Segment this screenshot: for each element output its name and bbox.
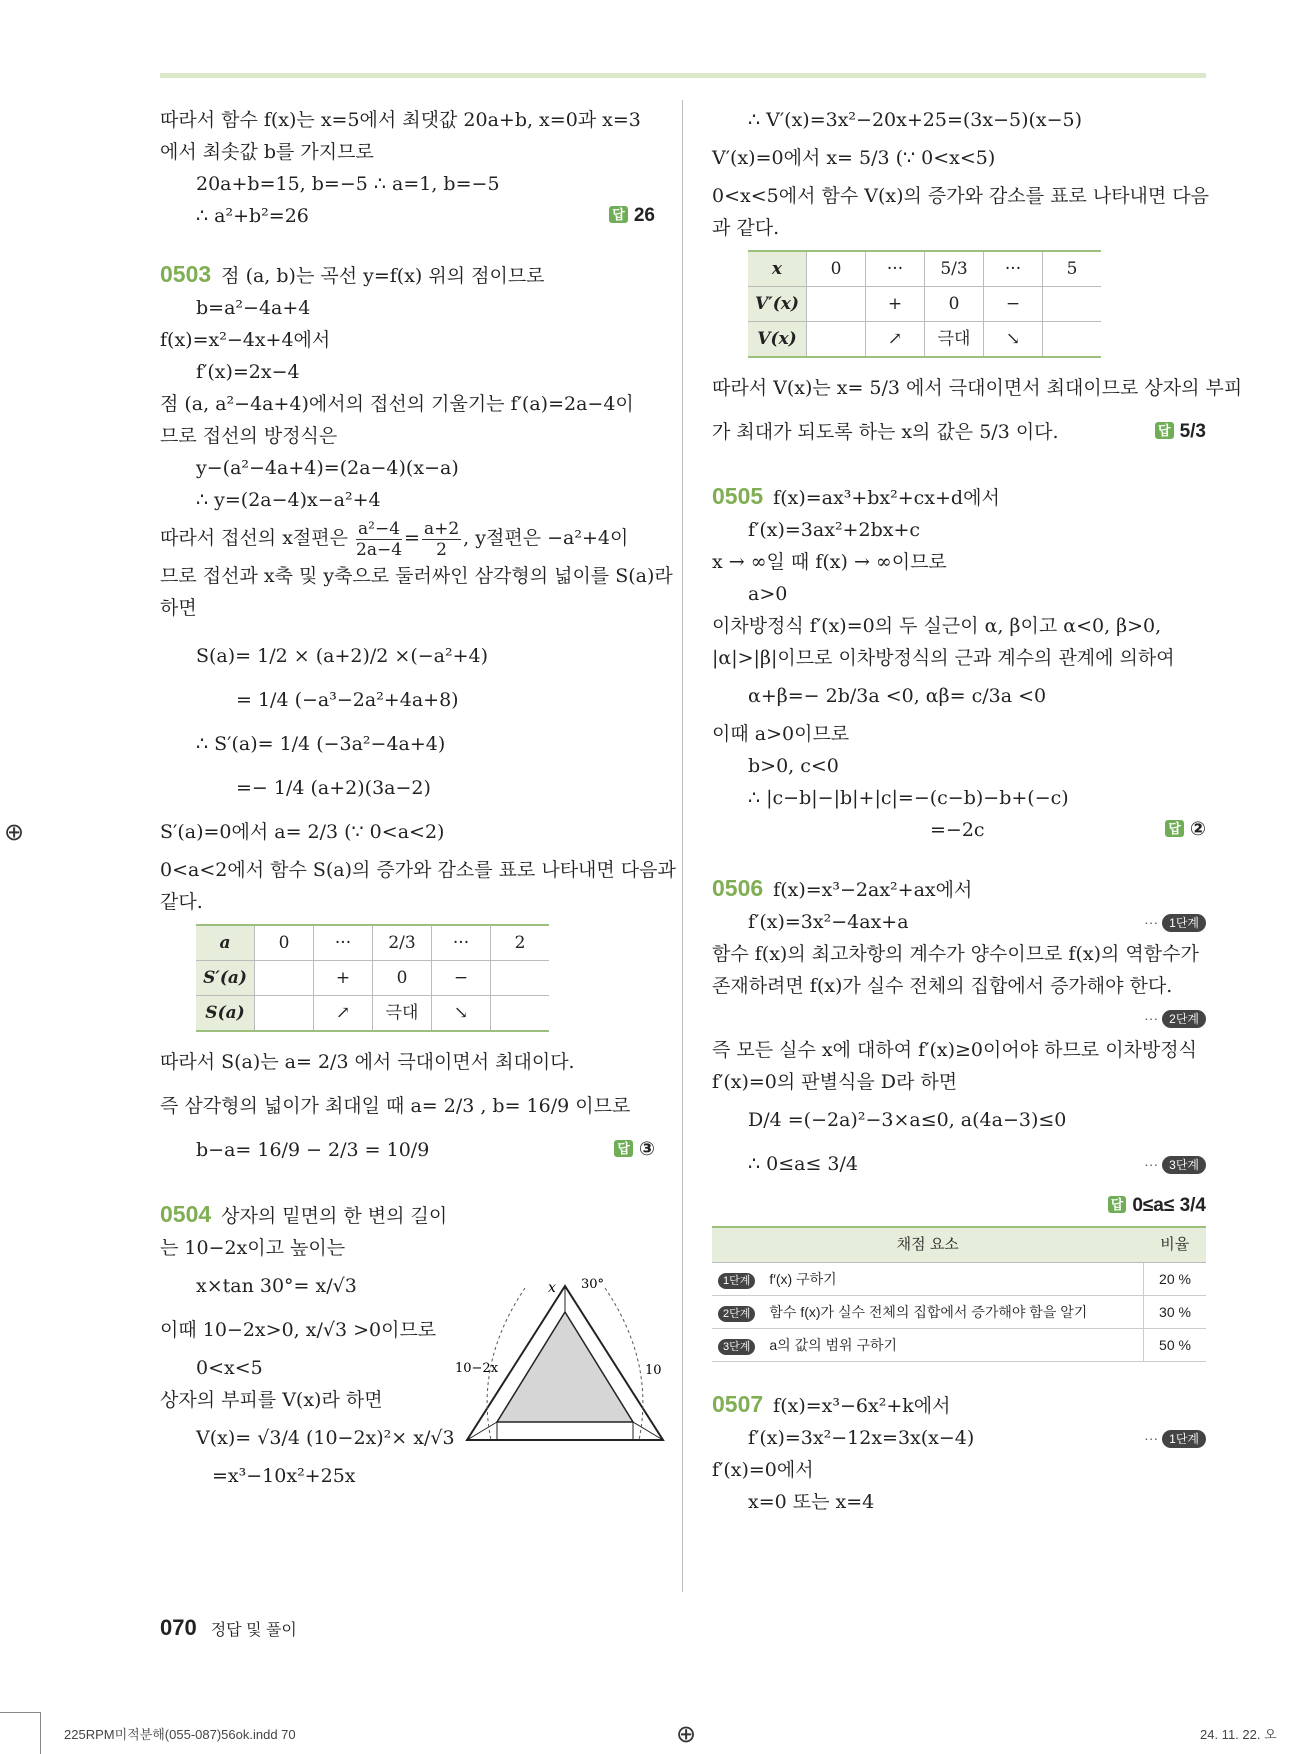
table-cell: 2 bbox=[491, 925, 550, 961]
text-line: 점 (a, a²−4a+4)에서의 접선의 기울기는 f′(a)=2a−4이 bbox=[160, 393, 634, 415]
step-badge: 3단계 bbox=[718, 1339, 755, 1355]
top-rule bbox=[160, 73, 1206, 78]
text-line: 는 10−2x이고 높이는 bbox=[160, 1237, 346, 1259]
problem-header: 0505 f(x)=ax³+bx²+cx+d에서 bbox=[712, 483, 1000, 509]
text-line: 20a+b=15, b=−5 ∴ a=1, b=−5 bbox=[196, 173, 500, 195]
text-line: b−a= 16/9 − 2/3 = 10/9 답 ③ bbox=[160, 1128, 655, 1172]
equation: =−2c 답 ② bbox=[712, 814, 1206, 846]
text-line: 따라서 함수 f(x)는 x=5에서 최댓값 20a+b, x=0과 x=3 bbox=[160, 109, 641, 131]
table-cell: x bbox=[748, 251, 807, 287]
table-header: 채점 요소 bbox=[712, 1227, 1144, 1263]
page-number: 070 bbox=[160, 1615, 197, 1640]
text-line: 므로 접선의 방정식은 bbox=[160, 425, 338, 447]
text-line: 존재하려면 f(x)가 실수 전체의 집합에서 증가해야 한다. bbox=[712, 975, 1173, 997]
fraction: $\frac{a+2}{2}$ bbox=[423, 518, 460, 560]
answer-0503: 답 ③ bbox=[614, 1128, 655, 1172]
step-badge: 1단계 bbox=[718, 1273, 755, 1289]
fold-line bbox=[633, 1422, 663, 1440]
text-line: 하면 bbox=[160, 597, 197, 619]
equation: ∴ S′(a)= 1/4 (−3a²−4a+4) bbox=[196, 733, 446, 755]
table-row bbox=[712, 1329, 1206, 1362]
table-cell: + bbox=[866, 287, 925, 322]
table-cell: 50 % bbox=[1144, 1329, 1207, 1362]
equation: x=0 또는 x=4 bbox=[748, 1491, 875, 1513]
table-cell: ··· bbox=[314, 925, 373, 961]
spacer bbox=[160, 624, 655, 634]
table-cell bbox=[1043, 322, 1102, 358]
problem-number: 0505 bbox=[712, 483, 764, 509]
table-row bbox=[712, 1296, 1206, 1329]
equation: ∴ a²+b²=26 bbox=[196, 205, 309, 227]
equation: α+β=− 2b/3a <0, αβ= c/3a <0 bbox=[748, 685, 1047, 707]
table-cell bbox=[1043, 287, 1102, 322]
step-line bbox=[712, 1002, 1206, 1034]
text-line: 가 최대가 되도록 하는 x의 값은 5/3 이다. 답 5/3 bbox=[712, 410, 1206, 454]
equation: b>0, c<0 bbox=[748, 755, 839, 777]
text-line: 상자의 부피를 V(x)라 하면 bbox=[160, 1389, 383, 1411]
box-net-figure bbox=[455, 1272, 675, 1452]
answer-icon: 답 bbox=[1108, 1196, 1127, 1213]
step-marker: ··· 1단계 bbox=[1144, 1422, 1206, 1454]
equation: ∴ 0≤a≤ 3/4 ··· 3단계 bbox=[712, 1142, 1206, 1186]
table-cell bbox=[255, 961, 314, 996]
table-cell: a bbox=[196, 925, 255, 961]
table-header: 비율 bbox=[1144, 1227, 1207, 1263]
table-cell: − bbox=[984, 287, 1043, 322]
table-cell: 20 % bbox=[1144, 1263, 1207, 1296]
equation: D/4 =(−2a)²−3×a≤0, a(4a−3)≤0 bbox=[748, 1109, 1067, 1131]
right-column bbox=[712, 104, 1243, 1518]
table-row bbox=[748, 287, 1101, 322]
equation: f′(x)=3ax²+2bx+c bbox=[748, 519, 921, 541]
fold-line bbox=[467, 1422, 497, 1440]
table-row bbox=[748, 322, 1101, 358]
text-line: 므로 접선과 x축 및 y축으로 둘러싸인 삼각형의 넓이를 S(a)라 bbox=[160, 565, 673, 587]
step-marker: ··· 3단계 bbox=[1144, 1142, 1206, 1186]
registration-mark-icon: ⊕ bbox=[4, 818, 25, 846]
table-row bbox=[196, 996, 549, 1032]
text-line: f′(x)=0에서 bbox=[712, 1459, 814, 1481]
table-cell: 5/3 bbox=[925, 251, 984, 287]
problem-number: 0503 bbox=[160, 261, 212, 287]
table-cell: ··· bbox=[432, 925, 491, 961]
text-line: 즉 모든 실수 x에 대하여 f′(x)≥0이어야 하므로 이차방정식 bbox=[712, 1039, 1197, 1061]
step-marker: ··· 2단계 bbox=[1144, 1002, 1206, 1034]
answer-icon: 답 bbox=[614, 1140, 633, 1157]
crop-mark bbox=[40, 1712, 41, 1754]
table-row bbox=[712, 1263, 1206, 1296]
table-cell: ↘ bbox=[984, 322, 1043, 358]
table-cell bbox=[807, 287, 866, 322]
step-marker: ··· 1단계 bbox=[1144, 906, 1206, 938]
table-header-row bbox=[712, 1227, 1206, 1263]
text-line: y−(a²−4a+4)=(2a−4)(x−a) bbox=[196, 457, 459, 479]
table-cell bbox=[807, 322, 866, 358]
table-cell: − bbox=[432, 961, 491, 996]
equation: V(x)= √3/4 (10−2x)²× x/√3 bbox=[196, 1427, 455, 1449]
table-cell: 5 bbox=[1043, 251, 1102, 287]
text-line: 따라서 S(a)는 a= 2/3 에서 극대이면서 최대이다. bbox=[160, 1051, 575, 1073]
text-line: 과 같다. bbox=[712, 217, 780, 239]
spacer bbox=[160, 1172, 655, 1198]
text-line: |α|>|β|이므로 이차방정식의 근과 계수의 관계에 의하여 bbox=[712, 647, 1175, 669]
text-line: 즉 삼각형의 넓이가 최대일 때 a= 2/3 , b= 16/9 이므로 bbox=[160, 1095, 631, 1117]
table-row bbox=[748, 251, 1101, 287]
table-cell: S′(a) bbox=[196, 961, 255, 996]
table-cell: ··· bbox=[866, 251, 925, 287]
problem-header: 0506 f(x)=x³−2ax²+ax에서 bbox=[712, 875, 973, 901]
answer-0505: 답 ② bbox=[1165, 814, 1206, 846]
equation: = 1/4 (−a³−2a²+4a+8) bbox=[236, 689, 459, 711]
table-cell: 30 % bbox=[1144, 1296, 1207, 1329]
answer-icon: 답 bbox=[1155, 422, 1174, 439]
text-line: f(x)=x²−4x+4에서 bbox=[160, 329, 331, 351]
table-cell: 1단계 f′(x) 구하기 bbox=[712, 1263, 1144, 1296]
text-line: 이때 10−2x>0, x/√3 >0이므로 bbox=[160, 1319, 437, 1341]
table-cell: ··· bbox=[984, 251, 1043, 287]
label-left-side: 10−2x bbox=[455, 1361, 499, 1376]
equation: S(a)= 1/2 × (a+2)/2 ×(−a²+4) bbox=[196, 645, 489, 667]
table-cell: 0 bbox=[807, 251, 866, 287]
sign-table-a bbox=[196, 924, 549, 1032]
table-cell: 극대 bbox=[925, 322, 984, 358]
equation: =x³−10x²+25x bbox=[212, 1465, 356, 1487]
table-cell: + bbox=[314, 961, 373, 996]
spacer bbox=[712, 454, 1206, 480]
step-badge: 2단계 bbox=[718, 1306, 755, 1322]
equation: =− 1/4 (a+2)(3a−2) bbox=[236, 777, 431, 799]
equation: f′(x)=3x²−4ax+a ··· 1단계 bbox=[712, 906, 1206, 938]
problem-header: 0503 점 (a, b)는 곡선 y=f(x) 위의 점이므로 bbox=[160, 261, 545, 287]
registration-mark-icon: ⊕ bbox=[676, 1720, 697, 1748]
text-line: 0<x<5 bbox=[196, 1357, 263, 1379]
crop-mark bbox=[0, 1712, 40, 1713]
table-cell bbox=[491, 961, 550, 996]
page-footer bbox=[160, 1615, 297, 1641]
table-cell: 2단계 함수 f(x)가 실수 전체의 집합에서 증가해야 함을 알기 bbox=[712, 1296, 1144, 1329]
equation: ∴ V′(x)=3x²−20x+25=(3x−5)(x−5) bbox=[748, 109, 1083, 131]
text-line: 따라서 V(x)는 x= 5/3 에서 극대이면서 최대이므로 상자의 부피 bbox=[712, 377, 1243, 399]
table-cell: ↗ bbox=[866, 322, 925, 358]
table-cell: 0 bbox=[255, 925, 314, 961]
section-title: 정답 및 풀이 bbox=[210, 1622, 297, 1639]
column-divider bbox=[682, 100, 683, 1592]
table-cell: 극대 bbox=[373, 996, 432, 1032]
text-line: ∴ y=(2a−4)x−a²+4 bbox=[196, 489, 381, 511]
slug-date: 24. 11. 22. 오 bbox=[1200, 1727, 1277, 1742]
text-line bbox=[712, 1186, 1206, 1218]
table-cell: 3단계 a의 값의 범위 구하기 bbox=[712, 1329, 1144, 1362]
slug-filename: 225RPM미적분해(055-087)56ok.indd 70 bbox=[64, 1727, 296, 1742]
table-cell: ↘ bbox=[432, 996, 491, 1032]
text-line: b=a²−4a+4 bbox=[196, 297, 311, 319]
answer-0506: 답 0≤a≤ 3/4 bbox=[1108, 1186, 1206, 1226]
text-line: 0<x<5에서 함수 V(x)의 증가와 감소를 표로 나타내면 다음 bbox=[712, 185, 1209, 207]
answer-icon: 답 bbox=[1165, 820, 1184, 837]
sign-table-x bbox=[748, 250, 1101, 358]
problem-number: 0504 bbox=[160, 1201, 212, 1227]
text-line bbox=[160, 200, 655, 232]
text-line: 0<a<2에서 함수 S(a)의 증가와 감소를 표로 나타내면 다음과 bbox=[160, 859, 676, 881]
text-line: 이때 a>0이므로 bbox=[712, 723, 850, 745]
table-cell: 0 bbox=[925, 287, 984, 322]
equation: a>0 bbox=[748, 583, 788, 605]
spacer bbox=[712, 1362, 1206, 1388]
text-line: 에서 최솟값 b를 가지므로 bbox=[160, 141, 374, 163]
problem-number: 0506 bbox=[712, 875, 764, 901]
table-cell: 2/3 bbox=[373, 925, 432, 961]
table-cell: ↗ bbox=[314, 996, 373, 1032]
table-cell bbox=[491, 996, 550, 1032]
text-line: S′(a)=0에서 a= 2/3 (∵ 0<a<2) bbox=[160, 821, 445, 843]
text-line: f′(x)=0의 판별식을 D라 하면 bbox=[712, 1071, 958, 1093]
answer-0502: 답 26 bbox=[609, 200, 655, 232]
label-right-side: 10 bbox=[645, 1363, 662, 1378]
equation: x×tan 30°= x/√3 bbox=[196, 1275, 357, 1297]
table-cell: S(a) bbox=[196, 996, 255, 1032]
table-cell bbox=[255, 996, 314, 1032]
table-cell: V(x) bbox=[748, 322, 807, 358]
scoring-table bbox=[712, 1226, 1206, 1362]
inner-triangle bbox=[497, 1312, 633, 1422]
fraction: $\frac{\text{a²−4}}{2a-4}$ bbox=[356, 518, 403, 560]
text-line: x → ∞일 때 f(x) → ∞이므로 bbox=[712, 551, 947, 573]
answer-0504: 답 5/3 bbox=[1155, 410, 1206, 454]
problem-header: 0504 상자의 밑면의 한 변의 길이 bbox=[160, 1201, 448, 1227]
text-line: 이차방정식 f′(x)=0의 두 실근이 α, β이고 α<0, β>0, bbox=[712, 615, 1162, 637]
answer-icon: 답 bbox=[609, 206, 628, 223]
spacer bbox=[160, 232, 655, 258]
equation: f′(x)=3x²−12x=3x(x−4) ··· 1단계 bbox=[712, 1422, 1206, 1454]
text-line: f′(x)=2x−4 bbox=[196, 361, 300, 383]
label-x: x bbox=[548, 1280, 556, 1296]
text-line: 같다. bbox=[160, 891, 203, 913]
label-angle: 30° bbox=[581, 1277, 605, 1292]
text-line: V′(x)=0에서 x= 5/3 (∵ 0<x<5) bbox=[712, 147, 996, 169]
problem-number: 0507 bbox=[712, 1391, 764, 1417]
problem-header: 0507 f(x)=x³−6x²+k에서 bbox=[712, 1391, 951, 1417]
table-row bbox=[196, 925, 549, 961]
table-row bbox=[196, 961, 549, 996]
table-cell: V′(x) bbox=[748, 287, 807, 322]
text-line: 따라서 접선의 x절편은 $\frac{\text{a²−4}}{2a-4}$ = $\frac{a+2}{2}$ , y절편은 −a²+4이 bbox=[160, 518, 629, 560]
text-line: 함수 f(x)의 최고차항의 계수가 양수이므로 f(x)의 역함수가 bbox=[712, 943, 1199, 965]
spacer bbox=[712, 846, 1206, 872]
table-cell: 0 bbox=[373, 961, 432, 996]
equation: ∴ |c−b|−|b|+|c|=−(c−b)−b+(−c) bbox=[748, 787, 1069, 809]
